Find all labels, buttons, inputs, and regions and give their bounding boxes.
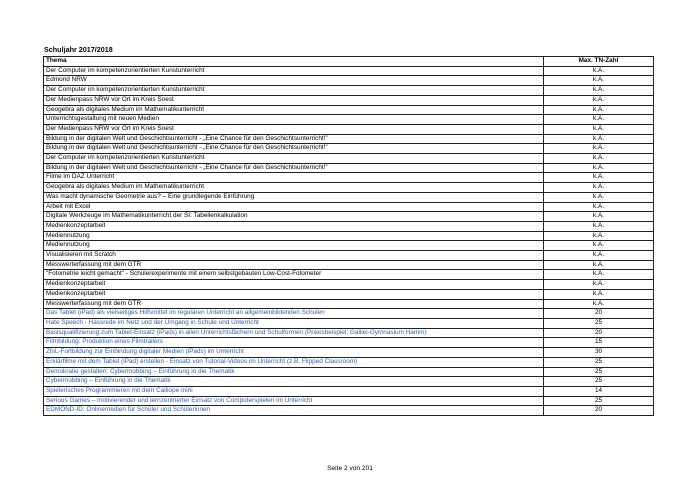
page-footer: Seite 2 von 201 (327, 465, 373, 472)
topic-link[interactable]: Demokratie gestalten: Cybermobbing – Einführung in die Thematik (44, 367, 544, 377)
max-participants-cell: k.A. (544, 105, 654, 115)
max-participants-cell: 25 (544, 367, 654, 377)
topic-cell: Medienkonzeptarbeit (44, 289, 544, 299)
table-row (44, 299, 654, 309)
topic-cell: Edmond NRW (44, 76, 544, 86)
topic-link[interactable]: ZfsL-Fortbildung zur Einbindung digitaler Medien (iPads) im Unterricht (44, 348, 544, 358)
max-participants-cell: 25 (544, 396, 654, 406)
max-participants-cell: 30 (544, 348, 654, 358)
table-row (44, 318, 654, 328)
table-row (44, 348, 654, 358)
topic-link[interactable]: Spielerisches Programmieren mit dem Calliope mini (44, 386, 544, 396)
table-row (44, 328, 654, 338)
table-header-row (44, 57, 654, 67)
table-row (44, 357, 654, 367)
max-participants-cell: 14 (544, 386, 654, 396)
topic-cell: Bildung in der digitalen Welt und Geschichtsunterricht - „Eine Chance für den Geschichtsunterricht!" (44, 163, 544, 173)
topic-link[interactable]: Hate Speech - Hassrede im Netz und der Umgang in Schule und Unterricht (44, 318, 544, 328)
max-participants-cell: 20 (544, 328, 654, 338)
max-participants-cell: k.A. (544, 212, 654, 222)
topic-cell: Medienkonzeptarbeit (44, 221, 544, 231)
table-row (44, 154, 654, 164)
table-row (44, 338, 654, 348)
topic-cell: Arbeit mit Excel (44, 202, 544, 212)
topic-cell: Was macht dynamische Geometrie aus? – Eine grundlegende Einführung (44, 192, 544, 202)
table-row (44, 163, 654, 173)
topic-link[interactable]: Erklärfilme mit dem Tablet (iPad) erstellen - Einsatz von Tutorial-Videos im Unterricht (z.B. Flipped Classroom) (44, 357, 544, 367)
topic-cell: Messwerterfassung mit dem GTR (44, 260, 544, 270)
table-row (44, 377, 654, 387)
topic-link[interactable]: Filmbildung: Produktion eines Filmtrailers (44, 338, 544, 348)
topic-cell: Messwerterfassung mit dem GTR (44, 299, 544, 309)
max-participants-cell: k.A. (544, 144, 654, 154)
table-row (44, 367, 654, 377)
topic-cell: Bildung in der digitalen Welt und Geschichtsunterricht - „Eine Chance für den Geschichtsunterricht!" (44, 134, 544, 144)
table-row (44, 144, 654, 154)
max-participants-cell: k.A. (544, 183, 654, 193)
table-row (44, 270, 654, 280)
max-participants-cell: k.A. (544, 192, 654, 202)
max-participants-cell: k.A. (544, 251, 654, 261)
school-year-label: Schuljahr 2017/2018 (44, 45, 113, 54)
table-body (44, 66, 654, 415)
table-row (44, 134, 654, 144)
table-row (44, 183, 654, 193)
topic-cell: Bildung in der digitalen Welt und Geschichtsunterricht - „Eine Chance für den Geschichtsunterricht!" (44, 144, 544, 154)
table-row (44, 76, 654, 86)
table-row (44, 309, 654, 319)
topic-cell: Mediennutzung (44, 231, 544, 241)
header-topic: Thema (44, 57, 544, 67)
table-row (44, 221, 654, 231)
max-participants-cell: k.A. (544, 134, 654, 144)
max-participants-cell: k.A. (544, 154, 654, 164)
max-participants-cell: k.A. (544, 221, 654, 231)
courses-table (43, 56, 654, 416)
table-row (44, 289, 654, 299)
topic-cell: Unterrichtsgestaltung mit neuen Medien (44, 115, 544, 125)
max-participants-cell: k.A. (544, 66, 654, 76)
table-row (44, 280, 654, 290)
table-row (44, 396, 654, 406)
table-row (44, 251, 654, 261)
max-participants-cell: k.A. (544, 76, 654, 86)
table-row (44, 260, 654, 270)
topic-cell: Der Medienpass NRW vor Ort im Kreis Soest (44, 95, 544, 105)
topic-cell: Der Computer im kompetenzorientierten Kunstunterricht (44, 86, 544, 96)
header-max-participants: Max. TN-Zahl (544, 57, 654, 67)
table-row (44, 202, 654, 212)
max-participants-cell: k.A. (544, 115, 654, 125)
max-participants-cell: k.A. (544, 241, 654, 251)
table-row (44, 406, 654, 416)
max-participants-cell: k.A. (544, 260, 654, 270)
table-row (44, 124, 654, 134)
table-row (44, 105, 654, 115)
table-row (44, 212, 654, 222)
table-row (44, 231, 654, 241)
table-row (44, 192, 654, 202)
max-participants-cell: 25 (544, 377, 654, 387)
max-participants-cell: k.A. (544, 231, 654, 241)
max-participants-cell: k.A. (544, 289, 654, 299)
table-row (44, 115, 654, 125)
topic-cell: Visualisieren mit Scratch (44, 251, 544, 261)
table-row (44, 173, 654, 183)
max-participants-cell: k.A. (544, 173, 654, 183)
topic-cell: Digitale Werkzeuge im Mathematikunterricht der SI: Tabellenkalkulation (44, 212, 544, 222)
topic-link[interactable]: Cybermobbing – Einführung in die Thematik (44, 377, 544, 387)
max-participants-cell: k.A. (544, 95, 654, 105)
topic-link[interactable]: Das Tablet (iPad) als vielseitiges Hilfsmittel im regulären Unterricht an allgemeinbildenden Schulen (44, 309, 544, 319)
table-row (44, 386, 654, 396)
table-row (44, 66, 654, 76)
max-participants-cell: k.A. (544, 124, 654, 134)
topic-cell: Filme im DAZ Unterricht (44, 173, 544, 183)
topic-cell: Medienkonzeptarbeit (44, 280, 544, 290)
topic-cell: Geogebra als digitales Medium im Mathematikunterricht (44, 183, 544, 193)
table-row (44, 95, 654, 105)
topic-cell: Der Computer im kompetenzorientierten Kunstunterricht (44, 66, 544, 76)
topic-link[interactable]: Serious Games – motivierender und lernzentrierter Einsatz von Computerspielen im Unterricht (44, 396, 544, 406)
max-participants-cell: 25 (544, 318, 654, 328)
table-row (44, 86, 654, 96)
max-participants-cell: 20 (544, 406, 654, 416)
max-participants-cell: 15 (544, 338, 654, 348)
topic-cell: Mediennutzung (44, 241, 544, 251)
topic-link[interactable]: Basisqualifizierung zum Tablet-Einsatz (iPads) in allen Unterrichtsfächern und Schulformen (Praxisbeispiel: Galilei-Gymnasium Hamm) (44, 328, 544, 338)
max-participants-cell: k.A. (544, 86, 654, 96)
max-participants-cell: k.A. (544, 202, 654, 212)
topic-cell: Geogebra als digitales Medium im Mathematikunterricht (44, 105, 544, 115)
topic-cell: Der Medienpass NRW vor Ort im Kreis Soest (44, 124, 544, 134)
max-participants-cell: k.A. (544, 270, 654, 280)
topic-cell: Der Computer im kompetenzorientierten Kunstunterricht (44, 154, 544, 164)
max-participants-cell: 20 (544, 309, 654, 319)
topic-link[interactable]: EDMOND-ID: Onlinemedien für Schüler und Schülerinnen (44, 406, 544, 416)
max-participants-cell: k.A. (544, 299, 654, 309)
max-participants-cell: k.A. (544, 280, 654, 290)
max-participants-cell: k.A. (544, 163, 654, 173)
max-participants-cell: 25 (544, 357, 654, 367)
table-row (44, 241, 654, 251)
topic-cell: "Fotometrie leicht gemacht" - Schülerexperimente mit einem selbstgebauten Low-Cost-Fotometer (44, 270, 544, 280)
